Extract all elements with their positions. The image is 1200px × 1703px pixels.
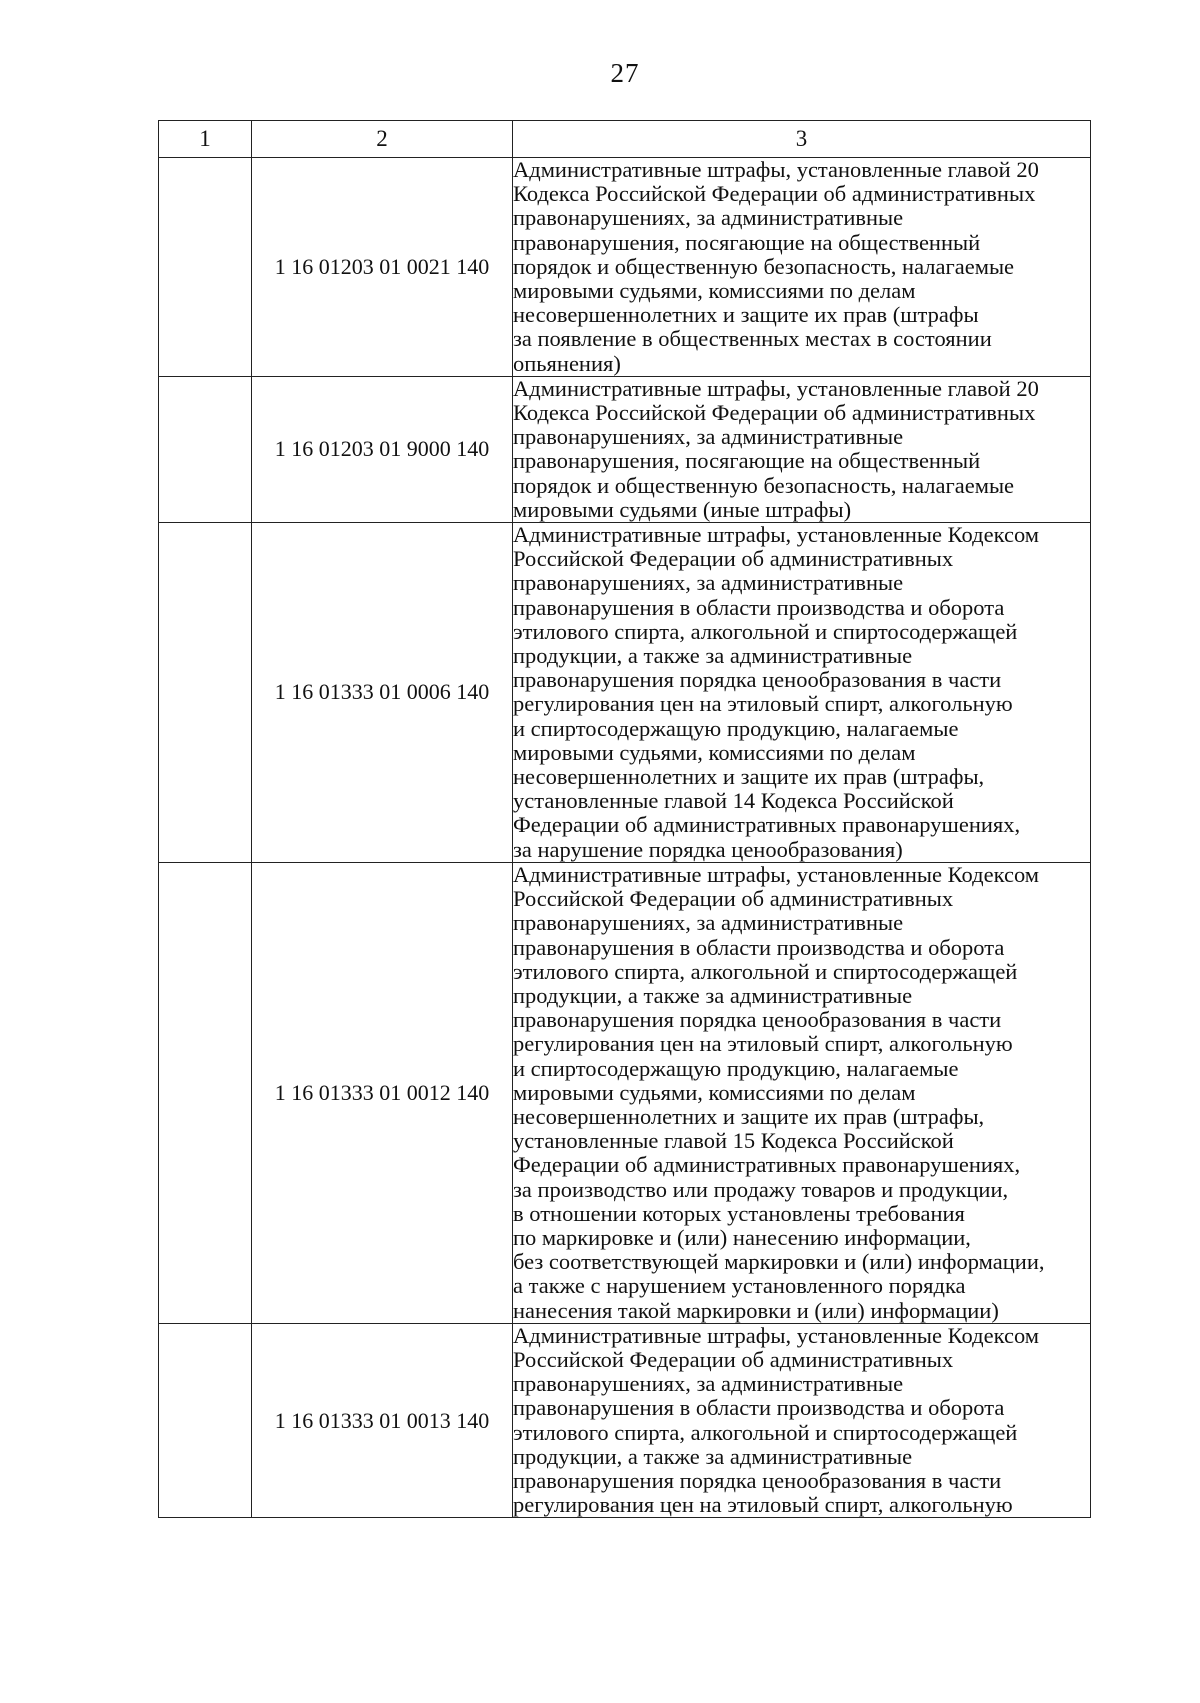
description-line: Российской Федерации об административных <box>513 1346 954 1372</box>
description-line: Административные штрафы, установленные Кодексом <box>513 861 1040 887</box>
description-line: установленные главой 15 Кодекса Российской <box>513 1128 954 1154</box>
description-cell <box>513 158 1091 377</box>
row-number-cell <box>159 1323 252 1518</box>
description-line: мировыми судьями, комиссиями по делам <box>513 739 916 765</box>
row-number-cell <box>159 376 252 522</box>
row-number-cell <box>159 523 252 863</box>
description-line: за нарушение порядка ценообразования) <box>513 836 903 862</box>
description-line: по маркировке и (или) нанесению информации, <box>513 1224 971 1250</box>
description-line: опьянения) <box>513 350 621 376</box>
description-line: Российской Федерации об административных <box>513 886 954 912</box>
table-row <box>159 1323 1091 1518</box>
row-number-cell <box>159 862 252 1323</box>
description-line: правонарушениях, за административные <box>513 1371 904 1397</box>
description-line: продукции, а также за административные <box>513 643 913 669</box>
description-cell <box>513 1323 1091 1518</box>
description-line: правонарушения, посягающие на общественный <box>513 448 981 474</box>
description-line: этилового спирта, алкогольной и спиртосодержащей <box>513 1419 1018 1445</box>
description-line: и спиртосодержащую продукцию, налагаемые <box>513 715 959 741</box>
description-line: мировыми судьями, комиссиями по делам <box>513 278 916 304</box>
table-row <box>159 376 1091 522</box>
column-header-3: 3 <box>513 121 1091 158</box>
description-line: Федерации об административных правонарушениях, <box>513 1152 1021 1178</box>
description-line: регулирования цен на этиловый спирт, алкогольную <box>513 1031 1013 1057</box>
table-body <box>159 158 1091 1518</box>
description-cell <box>513 862 1091 1323</box>
description-line: правонарушения в области производства и оборота <box>513 934 1005 960</box>
description-line: правонарушениях, за административные <box>513 570 904 596</box>
description-line: Административные штрафы, установленные главой 20 <box>513 157 1039 182</box>
description-line: несовершеннолетних и защите их прав (штрафы, <box>513 764 985 790</box>
description-line: и спиртосодержащую продукцию, налагаемые <box>513 1055 959 1081</box>
description-line: несовершеннолетних и защите их прав (штрафы <box>513 302 979 328</box>
table-header-row <box>159 121 1091 158</box>
row-number-cell <box>159 158 252 377</box>
description-line: Российской Федерации об административных <box>513 546 954 572</box>
description-line: в отношении которых установлены требования <box>513 1200 965 1226</box>
column-header-2: 2 <box>252 121 513 158</box>
description-line: за появление в общественных местах в состоянии <box>513 326 992 352</box>
description-line: правонарушения, посягающие на общественный <box>513 229 981 255</box>
description-line: правонарушениях, за административные <box>513 910 904 936</box>
description-line: за производство или продажу товаров и продукции, <box>513 1176 1009 1202</box>
description-line: регулирования цен на этиловый спирт, алкогольную <box>513 1492 1013 1518</box>
fines-table <box>158 120 1091 1518</box>
column-header-1: 1 <box>159 121 252 158</box>
description-line: Федерации об административных правонарушениях, <box>513 812 1021 838</box>
description-cell <box>513 376 1091 522</box>
budget-code-cell: 1 16 01203 01 9000 140 <box>252 376 513 522</box>
description-cell <box>513 523 1091 863</box>
description-line: правонарушения порядка ценообразования в части <box>513 667 1002 693</box>
description-line: продукции, а также за административные <box>513 982 913 1008</box>
description-line: правонарушения порядка ценообразования в части <box>513 1467 1002 1493</box>
description-line: без соответствующей маркировки и (или) информации, <box>513 1249 1045 1275</box>
budget-code-cell: 1 16 01333 01 0012 140 <box>252 862 513 1323</box>
description-line: этилового спирта, алкогольной и спиртосодержащей <box>513 618 1018 644</box>
description-line: мировыми судьями (иные штрафы) <box>513 496 852 522</box>
description-line: Административные штрафы, установленные главой 20 <box>513 375 1039 401</box>
description-line: нанесения такой маркировки и (или) информации) <box>513 1297 999 1323</box>
description-line: правонарушения в области производства и оборота <box>513 594 1005 620</box>
description-line: установленные главой 14 Кодекса Российской <box>513 788 954 814</box>
description-line: правонарушениях, за административные <box>513 424 904 450</box>
description-line: мировыми судьями, комиссиями по делам <box>513 1079 916 1105</box>
table-row <box>159 158 1091 377</box>
table-row <box>159 523 1091 863</box>
page-number: 27 <box>610 58 640 88</box>
description-line: порядок и общественную безопасность, налагаемые <box>513 472 1015 498</box>
description-line: продукции, а также за административные <box>513 1443 913 1469</box>
description-line: порядок и общественную безопасность, налагаемые <box>513 253 1015 279</box>
description-line: этилового спирта, алкогольной и спиртосодержащей <box>513 958 1018 984</box>
budget-code-cell: 1 16 01333 01 0013 140 <box>252 1323 513 1518</box>
description-line: Административные штрафы, установленные Кодексом <box>513 1322 1040 1348</box>
description-line: Кодекса Российской Федерации об административных <box>513 181 1036 207</box>
description-line: Кодекса Российской Федерации об административных <box>513 400 1036 426</box>
description-line: правонарушениях, за административные <box>513 205 904 231</box>
budget-code-cell: 1 16 01333 01 0006 140 <box>252 523 513 863</box>
description-line: правонарушения порядка ценообразования в части <box>513 1007 1002 1033</box>
description-line: несовершеннолетних и защите их прав (штрафы, <box>513 1103 985 1129</box>
table-row <box>159 862 1091 1323</box>
description-line: регулирования цен на этиловый спирт, алкогольную <box>513 691 1013 717</box>
description-line: правонарушения в области производства и оборота <box>513 1395 1005 1421</box>
description-line: Административные штрафы, установленные Кодексом <box>513 522 1040 548</box>
description-line: а также с нарушением установленного порядка <box>513 1273 966 1299</box>
budget-code-cell: 1 16 01203 01 0021 140 <box>252 158 513 377</box>
